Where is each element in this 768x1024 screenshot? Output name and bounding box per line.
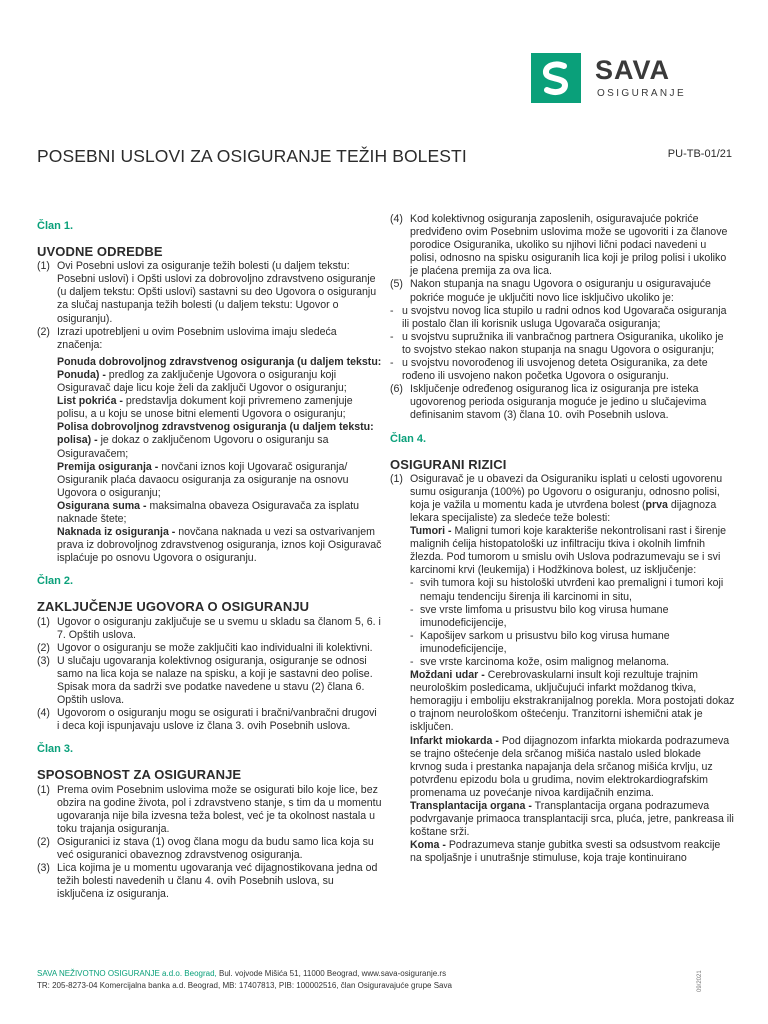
list-item-text: svih tumora koji su histološki utvrđeni kao premaligni i tumori koji nemaju tendenciju širenja ili karcinomi in situ, (420, 577, 724, 603)
definition-term: Osigurana suma - (57, 499, 147, 512)
definition-ponuda (37, 356, 382, 395)
dash-bullet: - (390, 357, 394, 370)
clan-4-label: Član 4. (390, 432, 427, 445)
clan-3-paragraph-2 (37, 836, 382, 862)
risk-term: Transplantacija organa - (410, 800, 532, 813)
list-item (390, 305, 735, 331)
definition-naknada (37, 526, 382, 565)
list-item (390, 357, 735, 383)
paragraph-number: (2) (37, 325, 50, 338)
clan-2-paragraph-2 (37, 642, 382, 655)
list-item (390, 604, 735, 630)
clan-3-heading: SPOSOBNOST ZA OSIGURANJE (37, 767, 242, 783)
list-item-text: sve vrste karcinoma kože, osim malignog melanoma. (420, 656, 670, 668)
definition-text: maksimalna obaveza Osiguravača za isplatu naknade štete; (57, 499, 360, 525)
paragraph-text: Izrazi upotrebljeni u ovim Posebnim uslovima imaju sledeća značenja: (57, 325, 337, 351)
risk-term: Koma - (410, 839, 446, 852)
paragraph-number: (1) (37, 783, 50, 796)
paragraph-text: Isključenje određenog osiguranog lica iz osiguranja pre isteka ugovorenog perioda osiguranja moguće je jedino u slučajevima definisanim stavom (3) člana 10. ovih Posebnih uslova. (410, 383, 707, 422)
risk-text: Maligni tumori koje karakteriše nekontrolisani rast i širenje malignih ćelija histopatološki uz infiltraciju tkiva i okolnih limfnih žlezda. Pod tumorom u smislu ovih Uslova podrazumevaju se i svi karcinomi krvi (leukemija) i Hodžkinova bolest, uz isključenje: (410, 525, 726, 577)
right-column (390, 213, 735, 866)
footer (37, 968, 452, 992)
list-item-text: sve vrste limfoma u prisustvu bilo kog virusa humane imunodeficijencije, (420, 603, 669, 629)
clan-3-label: Član 3. (37, 743, 74, 756)
definition-term: List pokrića - (57, 395, 123, 408)
definition-text: novčani iznos koji Ugovarač osiguranja/ Osiguranik plaća davaocu osiguranja za osiguranje na osnovu Ugovora o osiguranju; (57, 460, 349, 499)
paragraph-text: Nakon stupanja na snagu Ugovora o osiguranju u osiguravajuće pokriće moguće je uključiti novo lice isključivo ukoliko je: (410, 278, 711, 304)
paragraph-text: Osiguranici iz stava (1) ovog člana mogu da budu samo lica koja su već osiguranici obaveznog zdravstvenog osiguranja. (57, 835, 374, 862)
risk-text: Cerebrovaskularni insult koji rezultuje trajnim neurološkim posledicama, uključujući infarkt moždanog tkiva, hemoragiju i emboliju ekstrakranijalnog porekla. Mora postojati dokaz o trajnom neurološkom oštećenju. Tranzitorni ishemični atak je isključen. (410, 669, 735, 734)
paragraph-number: (4) (390, 213, 403, 225)
list-item (390, 630, 735, 656)
clan-4-heading: OSIGURANI RIZICI (390, 456, 507, 472)
clan-1-heading: UVODNE ODREDBE (37, 244, 163, 260)
definition-term: Polisa dobrovoljnog zdravstvenog osiguranja (u daljem tekstu: polisa) - (57, 421, 374, 447)
risk-transplantacija-organa (390, 800, 735, 839)
list-item-text: u svojstvu novorođenog ili usvojenog deteta Osiguranika, za dete rođeno ili usvojeno nakon početka Ugovora o osiguranju. (402, 357, 708, 383)
paragraph-text: Ovi Posebni uslovi za osiguranje težih bolesti (u daljem tekstu: Posebni uslovi) i Opšti uslovi za dobrovoljno zdravstveno osiguranje (u daljem tekstu: Opšti uslovi) sastavni su deo Ugovora o osiguranju za slučaj nastupanja težih bolesti (u daljem tekstu: Ugovor o osiguranju). (57, 260, 377, 325)
paragraph-text: Ugovorom o osiguranju mogu se osigurati i bračni/vanbračni drugovi i deca koji ispunjavaju uslove iz člana 3. ovih Posebnih uslova. (57, 707, 377, 733)
paragraph-text: Ugovor o osiguranju zaključuje se u svemu u skladu sa članom 5, 6. i 7. Opštih uslova. (57, 615, 381, 641)
paragraph-number: (4) (37, 707, 50, 720)
clan-1-label: Član 1. (37, 220, 74, 232)
logo-subtitle: OSIGURANJE (597, 88, 687, 99)
definition-term: Ponuda dobrovoljnog zdravstvenog osiguranja (u daljem tekstu: Ponuda) - (57, 355, 382, 381)
list-item-text: u svojstvu novog lica stupilo u radni odnos kod Ugovarača osiguranja ili postalo član ili korisnik usluga Ugovarača osiguranja; (402, 304, 727, 330)
paragraph-text: Prema ovim Posebnim uslovima može se osigurati bilo koje lice, bez obzira na godine života, pol i zdravstveno stanje, s tim da u momentu ugovaranja nije bila izvesna teža bolest, već je ta okolnost nastala u toku trajanja osiguranja. (57, 783, 382, 835)
definition-text: predlog za zaključenje Ugovora o osiguranju koji Osiguravač daje licu koje želi da zaključi Ugovor o osiguranju; (57, 368, 347, 395)
risk-text: Pod dijagnozom infarkta miokarda podrazumeva se trajno oštećenje dela srčanog mišića nastalo usled blokade krvnog suda i prestanka napajanja dela srčanog mišića krvlju, uz potvrđenu epizodu bola u grudima, novim elektrokardiografskim promenama uz povećanje nivoa kardijačnih enzima. (410, 734, 730, 799)
footer-brand: SAVA NEŽIVOTNO OSIGURANJE a.d.o. Beograd, (37, 969, 217, 978)
risk-term: Moždani udar - (410, 669, 485, 682)
dash-bullet: - (390, 304, 394, 317)
clan-2-label: Član 2. (37, 575, 74, 588)
paragraph-text-start: Osiguravač je u obavezi da Osiguraniku isplati u celosti ugovorenu sumu osiguranja (100%) po Ugovoru o osiguranju, odnosno polisi, koja je važila u momentu kada je utvrđena bolest ( (410, 472, 723, 511)
clan-2-paragraph-3 (37, 655, 382, 707)
sava-logo-icon (531, 53, 581, 103)
document-code: PU-TB-01/21 (667, 148, 732, 160)
risk-text: Transplantacija organa podrazumeva podvrgavanje primaoca transplantaciji srca, pluća, jetre, pankreasa ili koštane srži. (410, 800, 734, 839)
clan-2-paragraph-4 (37, 707, 382, 733)
risk-term: Infarkt miokarda - (410, 734, 499, 747)
paragraph-number: (1) (37, 615, 50, 628)
clan-3-paragraph-5 (390, 278, 735, 304)
paragraph-text: Ugovor o osiguranju se može zaključiti kao individualni ili kolektivni. (57, 641, 373, 654)
dash-bullet: - (390, 330, 394, 343)
definition-polisa (37, 421, 382, 460)
list-item-text: u svojstvu supružnika ili vanbračnog partnera Osiguranika, ukoliko je to svojstvo stekao nakon stupanja na snagu Ugovora o osiguranju; (402, 330, 724, 356)
risk-term: Tumori - (410, 525, 452, 538)
clan-2-heading: ZAKLJUČENJE UGOVORA O OSIGURANJU (37, 599, 310, 615)
definition-text: predstavlja dokument koji privremeno zamenjuje polisu, a u koju se unose bitni elementi Ugovora o osiguranju; (57, 395, 353, 421)
paragraph-number: (3) (37, 862, 50, 875)
definition-osigurana-suma (37, 500, 382, 526)
paragraph-number: (1) (37, 260, 50, 273)
list-item (390, 577, 735, 603)
definition-list-pokrica (37, 395, 382, 421)
risk-text: Podrazumeva stanje gubitka svesti sa odsustvom reakcije na spoljašnje i unutrašnje stimuluse, koja traje kontinuirano (410, 839, 721, 865)
dash-bullet: - (410, 603, 414, 616)
definition-term: Premija osiguranja - (57, 460, 159, 473)
paragraph-text: Lica kojima je u momentu ugovaranja već dijagnostikovana jedna od težih bolesti navedenih u članu 4. ovih Posebnih uslova, su isključena iz osiguranja. (57, 862, 378, 901)
clan-3-paragraph-3 (37, 862, 382, 901)
paragraph-number: (6) (390, 383, 403, 396)
document-title: POSEBNI USLOVI ZA OSIGURANJE TEŽIH BOLESTI (37, 146, 467, 166)
paragraph-number: (2) (37, 835, 50, 848)
definition-text: novčana naknada u vezi sa ostvarivanjem prava iz dobrovoljnog zdravstvenog osiguranja, iznos koji Osiguravač isplaćuje po osnovu Ugovora o osiguranju. (57, 526, 382, 565)
definition-term: Naknada iz osiguranja - (57, 526, 176, 539)
dash-bullet: - (410, 629, 414, 642)
risk-koma (390, 839, 735, 865)
definition-text: je dokaz o zaključenom Ugovoru o osiguranju sa Osiguravačem; (57, 434, 329, 460)
clan-3-paragraph-6 (390, 383, 735, 422)
list-item (390, 331, 735, 357)
definition-premija (37, 461, 382, 500)
risk-mozdani-udar (390, 669, 735, 734)
dash-bullet: - (410, 656, 414, 668)
paragraph-text-bold: prva (645, 498, 668, 511)
version-date: 09/2021 (697, 970, 703, 992)
paragraph-number: (5) (390, 278, 403, 291)
risk-tumori (390, 525, 735, 577)
list-item (390, 656, 735, 669)
paragraph-text (410, 473, 735, 525)
risk-infarkt-miokarda (390, 735, 735, 800)
paragraph-text: Kod kolektivnog osiguranja zaposlenih, osiguravajuće pokriće predviđeno ovim Posebnim uslovima može se ugovoriti i za članove porodice Osiguranika, ukoliko su njihovi lični podaci navedeni u polisi, odnosno na spisku osiguranih lica koji je prilog polisi i ukoliko je plaćena premija za ova lica. (410, 213, 728, 278)
clan-1-paragraph-1 (37, 260, 382, 325)
logo-name: SAVA (595, 55, 671, 85)
paragraph-text-end: dijagnoza lekara specijaliste) za sledeće teže bolesti: (410, 498, 717, 524)
left-column (37, 213, 382, 901)
clan-2-paragraph-1 (37, 616, 382, 642)
clan-4-paragraph-1 (390, 473, 735, 525)
paragraph-number: (3) (37, 654, 50, 667)
dash-bullet: - (410, 577, 414, 590)
clan-3-paragraph-1 (37, 784, 382, 836)
sava-logo (531, 53, 687, 105)
paragraph-number: (2) (37, 641, 50, 654)
clan-1-paragraph-2 (37, 326, 382, 352)
paragraph-number: (1) (390, 472, 403, 485)
paragraph-text: U slučaju ugovaranja kolektivnog osiguranja, osiguranje se odnosi samo na lica koja se nalaze na spisku, a koji je sastavni deo polise. Spisak mora da sadrži sve podatke navedene u stavu (2) člana 6. Opštih uslova. (57, 654, 373, 707)
footer-address: Bul. vojvode Mišića 51, 11000 Beograd, www.sava-osiguranje.rs (216, 969, 447, 978)
footer-line-2: TR: 205-8273-04 Komercijalna banka a.d. Beograd, MB: 17407813, PIB: 100002516, član Osiguravajuće grupe Sava (37, 981, 452, 990)
list-item-text: Kapošijev sarkom u prisustvu bilo kog virusa humane imunodeficijencije, (420, 629, 670, 655)
footer-line-1 (37, 968, 452, 980)
clan-3-paragraph-4 (390, 213, 735, 278)
